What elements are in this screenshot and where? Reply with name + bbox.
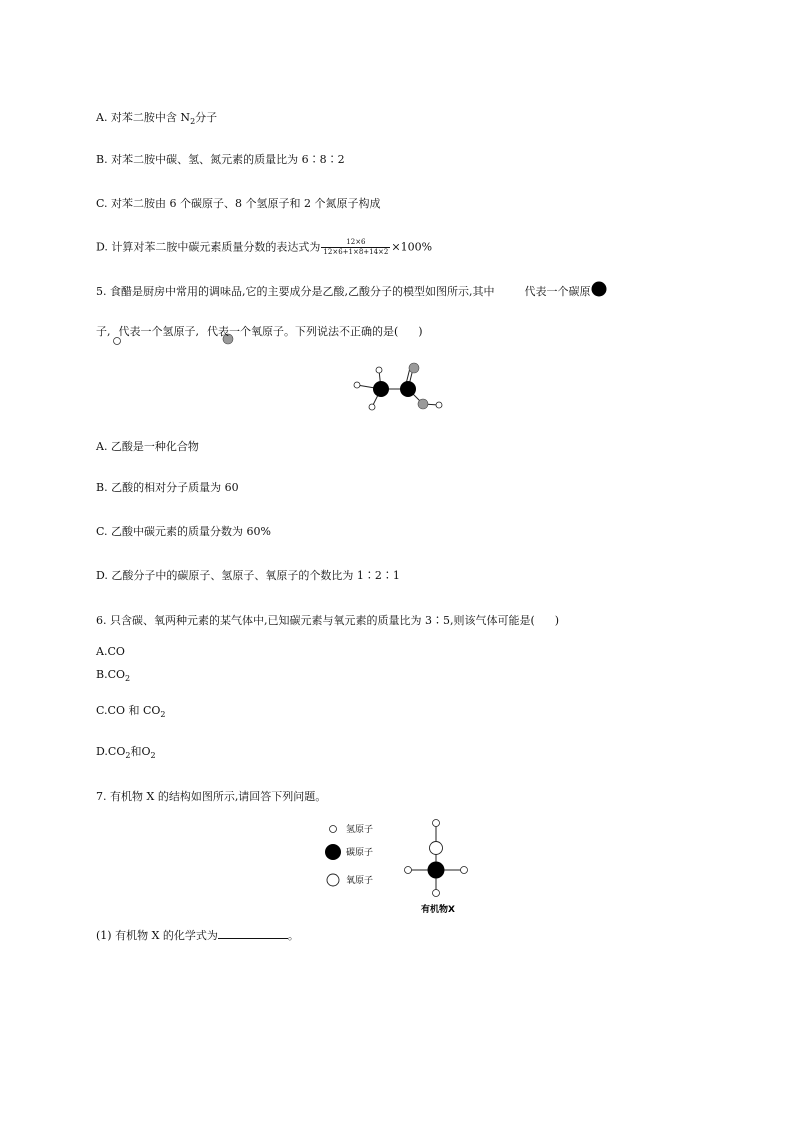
acetic-acid-molecule-diagram (350, 360, 450, 415)
legend-oxygen-label: 氧原子 (346, 876, 374, 886)
q5-stem-close-paren: ) (418, 325, 423, 338)
hydrogen-atom (369, 404, 375, 410)
q6-option-b-text: B.CO (96, 668, 126, 681)
q6-option-c-text: C.CO 和 CO (96, 704, 161, 717)
q6-option-d (96, 745, 156, 759)
legend-carbon-icon (325, 844, 341, 860)
organic-compound-x-diagram (320, 815, 480, 917)
q5-stem-part-a: 子, (96, 325, 111, 338)
q4-option-a-text: A. 对苯二胺中含 N (96, 111, 191, 124)
hydrogen-atom (376, 367, 382, 373)
hydrogen-atom (461, 867, 468, 874)
q4-option-d-text: D. 计算对苯二胺中碳元素质量分数的表达式为 (96, 240, 321, 254)
legend-oxygen-icon (327, 874, 339, 886)
q7-sub-question-1 (96, 928, 299, 943)
q5-stem-part-c: 代表一个氧原子。下列说法不正确的是( (207, 325, 399, 338)
q6-option-d-subscript-2: 2 (150, 751, 156, 760)
q6-stem-text: 6. 只含碳、氧两种元素的某气体中,已知碳元素与氧元素的质量比为 3∶5,则该气体可能是( (96, 614, 535, 627)
q6-option-d-text: D.CO (96, 745, 126, 758)
oxygen-atom (409, 363, 419, 373)
q5-option-b: B. 乙酸的相对分子质量为 60 (96, 481, 239, 494)
q7-sub1-period: 。 (287, 929, 299, 942)
oxygen-atom (418, 399, 428, 409)
q6-option-c (96, 704, 165, 718)
q6-option-a: A.CO (96, 645, 125, 658)
q5-stem-carbon-label: 代表一个碳原 (524, 285, 591, 298)
carbon-atom (428, 862, 445, 879)
q7-stem: 7. 有机物 X 的结构如图所示,请回答下列问题。 (96, 790, 327, 803)
hydrogen-atom (405, 867, 412, 874)
q5-option-a: A. 乙酸是一种化合物 (96, 440, 199, 453)
hydrogen-atom (433, 890, 440, 897)
oxygen-atom (430, 842, 443, 855)
carbon-atom (400, 381, 416, 397)
diagram-caption: 有机物X (421, 905, 455, 915)
fraction-numerator: 12×6 (321, 238, 390, 248)
q6-option-c-subscript: 2 (160, 710, 166, 719)
q6-stem-close-paren: ) (554, 614, 560, 627)
q6-stem (96, 614, 559, 628)
q5-stem-part-b: 代表一个氢原子, (118, 325, 199, 338)
q6-option-d-mid: 和O (130, 745, 151, 758)
legend-hydrogen-label: 氢原子 (346, 825, 374, 835)
legend-hydrogen-icon (330, 826, 337, 833)
carbon-atom-icon (592, 282, 607, 297)
hydrogen-atom (433, 820, 440, 827)
answer-blank[interactable] (218, 928, 288, 939)
legend-carbon-label: 碳原子 (346, 848, 374, 858)
q5-option-c: C. 乙酸中碳元素的质量分数为 60% (96, 525, 271, 538)
q6-option-b (96, 668, 130, 682)
q5-stem-line2 (96, 325, 423, 339)
q6-option-d-subscript-1: 2 (125, 751, 131, 760)
q4-option-a-subscript: 2 (190, 117, 196, 126)
q4-option-a-suffix: 分子 (195, 111, 218, 124)
q4-option-b: B. 对苯二胺中碳、氢、氮元素的质量比为 6∶8∶2 (96, 153, 345, 166)
fraction-denominator: 12×6+1×8+14×2 (323, 248, 389, 256)
q7-sub1-text: (1) 有机物 X 的化学式为 (96, 929, 218, 942)
hydrogen-atom (354, 382, 360, 388)
q4-option-c: C. 对苯二胺由 6 个碳原子、8 个氢原子和 2 个氮原子构成 (96, 197, 381, 210)
carbon-atom (373, 381, 389, 397)
q4-option-d-suffix: ×100% (391, 240, 433, 254)
q5-stem-text: 5. 食醋是厨房中常用的调味品,它的主要成分是乙酸,乙酸分子的模型如图所示,其中 (96, 285, 495, 298)
q6-option-b-subscript: 2 (125, 674, 131, 683)
q5-option-d: D. 乙酸分子中的碳原子、氢原子、氧原子的个数比为 1∶2∶1 (96, 569, 400, 582)
hydrogen-atom (436, 402, 442, 408)
